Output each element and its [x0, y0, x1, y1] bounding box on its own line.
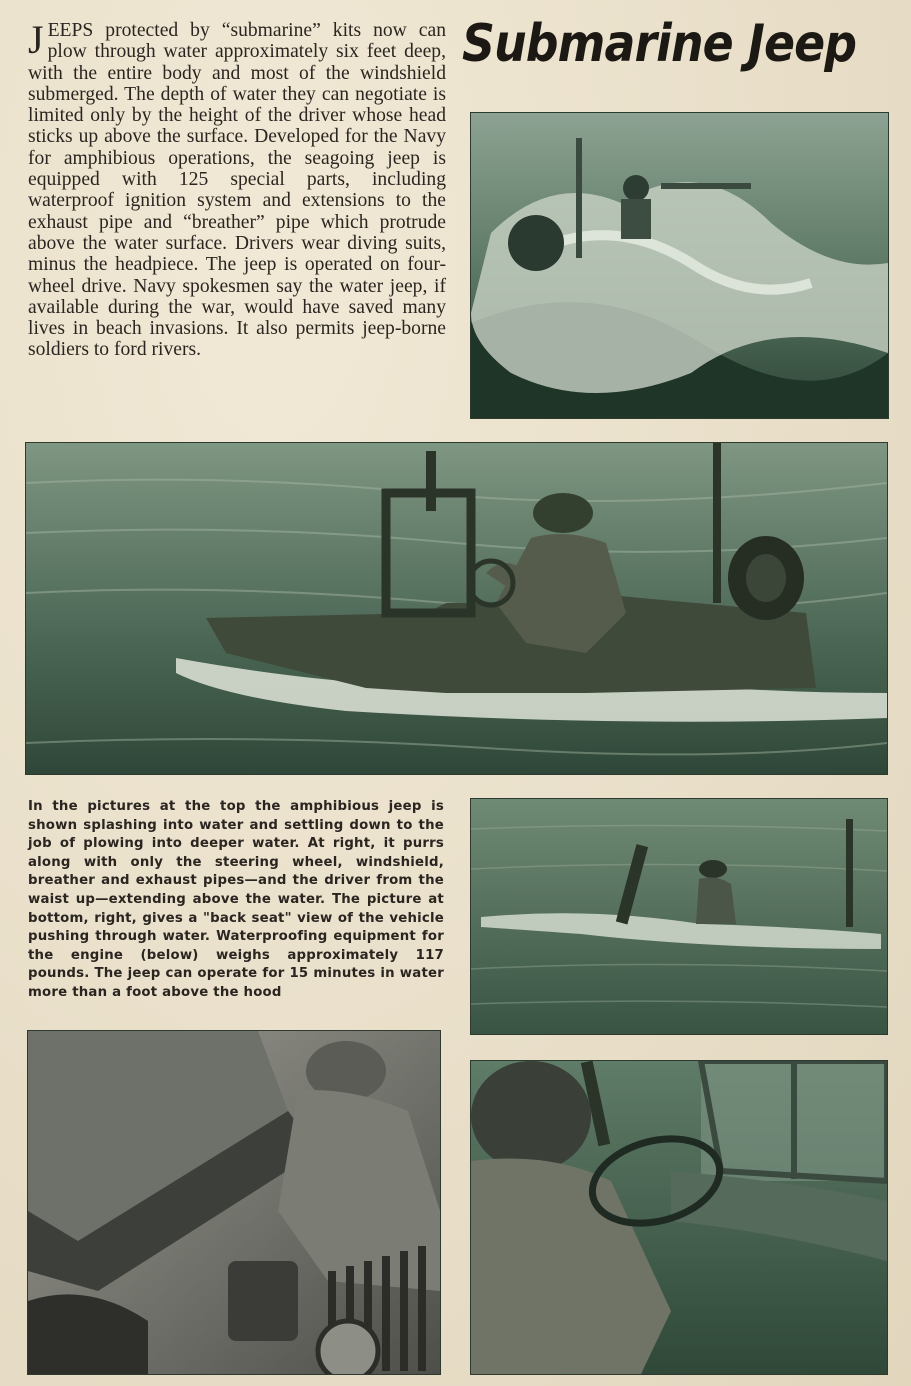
photo-jeep-plowing: [25, 442, 888, 775]
photo-jeep-submerged: [470, 798, 888, 1035]
drop-cap: J: [28, 17, 44, 62]
photo-engine-waterproofing: [27, 1030, 441, 1375]
photo-caption: In the pictures at the top the amphibious jeep is shown splashing into water and settling down to the job of plowing into deeper water. At right, it purrs along with only the steering wheel, windshield, breather and exhaust pipes—and the driver from the waist up—extending above the water. The picture at bottom, right, gives a "back seat" view of the vehicle pushing through water. Waterproofing equipment for the engine (below) weighs approximately 117 pounds. The jeep can operate for 15 minutes in water more than a foot above the hood: [28, 799, 444, 1000]
photo-back-seat-view: [470, 1060, 888, 1375]
headline: Submarine Jeep: [462, 14, 857, 74]
intro-paragraph: [28, 17, 446, 361]
photo-jeep-splashing: [470, 112, 889, 419]
intro-text: EEPS protected by “submarine” kits now can plow through water approximately six feet deep, with the entire body and most of the windshield submerged. The depth of water they can negotiate is limited only by the height of the driver whose head sticks up above the surface. Developed for the Navy for amphibious operations, the seagoing jeep is equipped with 125 special parts, including waterproof ignition system and extensions to the exhaust pipe and “breather” pipe which protrude above the water surface. Drivers wear diving suits, minus the headpiece. The jeep is operated on four-wheel drive. Navy spokesmen say the water jeep, if available during the war, would have saved many lives in beach invasions. It also permits jeep-borne soldiers to ford rivers.: [28, 20, 446, 361]
